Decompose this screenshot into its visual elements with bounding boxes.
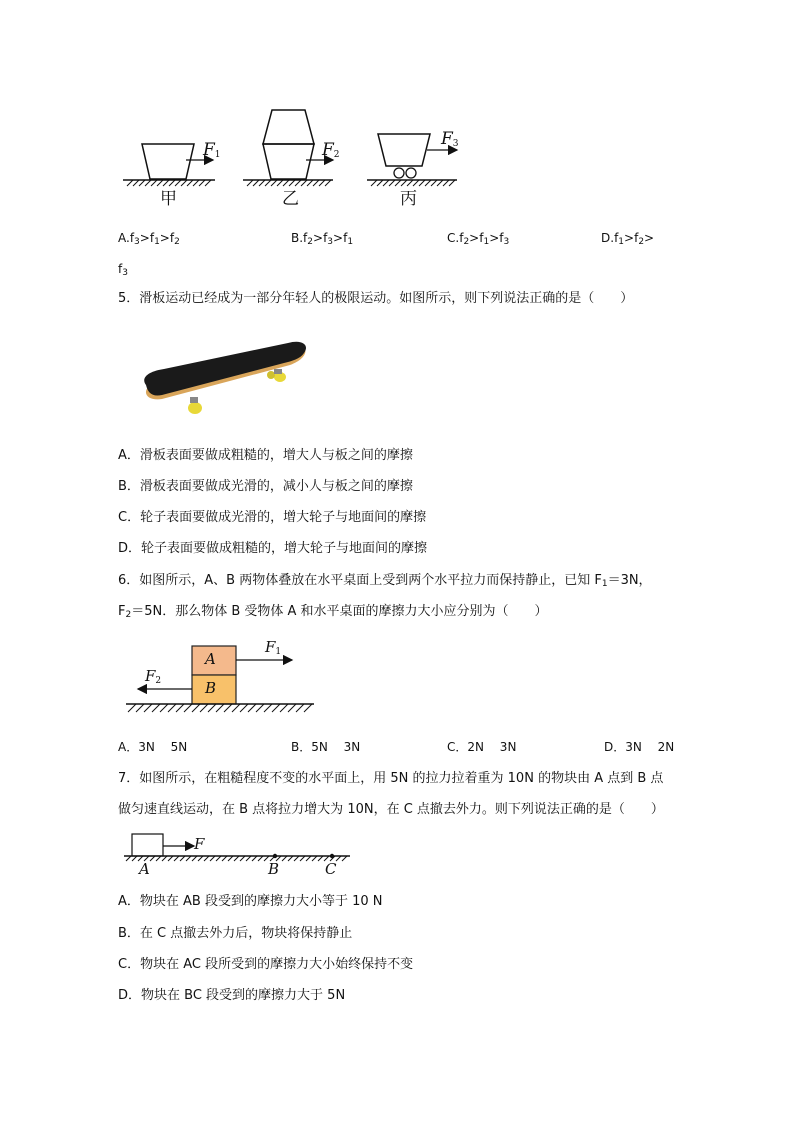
q4-option-a[interactable]: $A.f_3>f_1>f_2$	[118, 231, 180, 247]
object-yi	[243, 110, 333, 186]
q7-stem-line1: 7．如图所示，在粗糙程度不变的水平面上，用 5N 的拉力拉着重为 10N 的物块由 A 点到 B 点	[118, 771, 664, 786]
force-label-q6-f2: $F_2$	[145, 667, 162, 686]
caption-yi: 乙	[282, 189, 299, 209]
point-c-label: C	[325, 860, 337, 878]
block-a-label: A	[205, 650, 216, 668]
force-label-f1: $F_1$	[203, 140, 221, 160]
point-b-label: B	[268, 860, 280, 878]
force-label-q6-f1: $F_1$	[265, 638, 282, 657]
q6-option-a[interactable]: A．3N 5N	[118, 740, 188, 754]
q4-option-b[interactable]: $B.f_2>f_3>f_1$	[291, 231, 354, 247]
q6-stem-line2: $F_2=5N$．那么物体 B 受物体 A 和水平桌面的摩擦力大小应分别为（ ）	[118, 604, 548, 620]
force-label-f2: $F_2$	[322, 140, 340, 160]
q6-option-b[interactable]: B．5N 3N	[291, 740, 361, 754]
caption-jia: 甲	[160, 189, 177, 209]
q7-option-c[interactable]: C．物块在 AC 段所受到的摩擦力大小始终保持不变	[118, 957, 414, 972]
force-label-q7-f: F	[194, 835, 205, 853]
q6-option-c[interactable]: C．2N 3N	[447, 740, 517, 754]
block-b-label: B	[205, 679, 217, 697]
caption-bing: 丙	[400, 189, 417, 209]
q7-option-d[interactable]: D．物块在 BC 段受到的摩擦力大于 5N	[118, 988, 346, 1003]
block-track-figure	[118, 830, 358, 870]
q5-option-c[interactable]: C．轮子表面要做成光滑的，增大轮子与地面间的摩擦	[118, 510, 427, 525]
q7-option-b[interactable]: B．在 C 点撤去外力后，物块将保持静止	[118, 926, 353, 941]
q7-stem-line2: 做匀速直线运动，在 B 点将拉力增大为 10N，在 C 点撤去外力。则下列说法正确的是（ ）	[118, 802, 664, 817]
q4-option-d-wrap: $f_3$	[118, 262, 128, 278]
q4-option-d[interactable]: $D.f_1>f_2>$	[601, 231, 655, 247]
q7-option-a[interactable]: A．物块在 AB 段受到的摩擦力大小等于 10 N	[118, 894, 383, 909]
q5-option-d[interactable]: D．轮子表面要做成粗糙的，增大轮子与地面间的摩擦	[118, 541, 428, 556]
force-label-f3: $F_3$	[441, 129, 459, 149]
q4-option-c[interactable]: $C.f_2>f_1>f_3$	[447, 231, 510, 247]
q6-stem-line1: 6．如图所示，A、B 两物体叠放在水平桌面上受到两个水平拉力而保持静止，已知 $F_1=3N$，	[118, 573, 652, 589]
q5-option-b[interactable]: B．滑板表面要做成光滑的，减小人与板之间的摩擦	[118, 479, 413, 494]
point-a-label: A	[139, 860, 150, 878]
skateboard-image	[140, 335, 315, 420]
q5-option-a[interactable]: A．滑板表面要做成粗糙的，增大人与板之间的摩擦	[118, 448, 413, 463]
q5-stem: 5．滑板运动已经成为一部分年轻人的极限运动。如图所示，则下列说法正确的是（ ）	[118, 291, 634, 306]
q6-option-d[interactable]: D．3N 2N	[604, 740, 675, 754]
object-jia	[123, 144, 215, 186]
